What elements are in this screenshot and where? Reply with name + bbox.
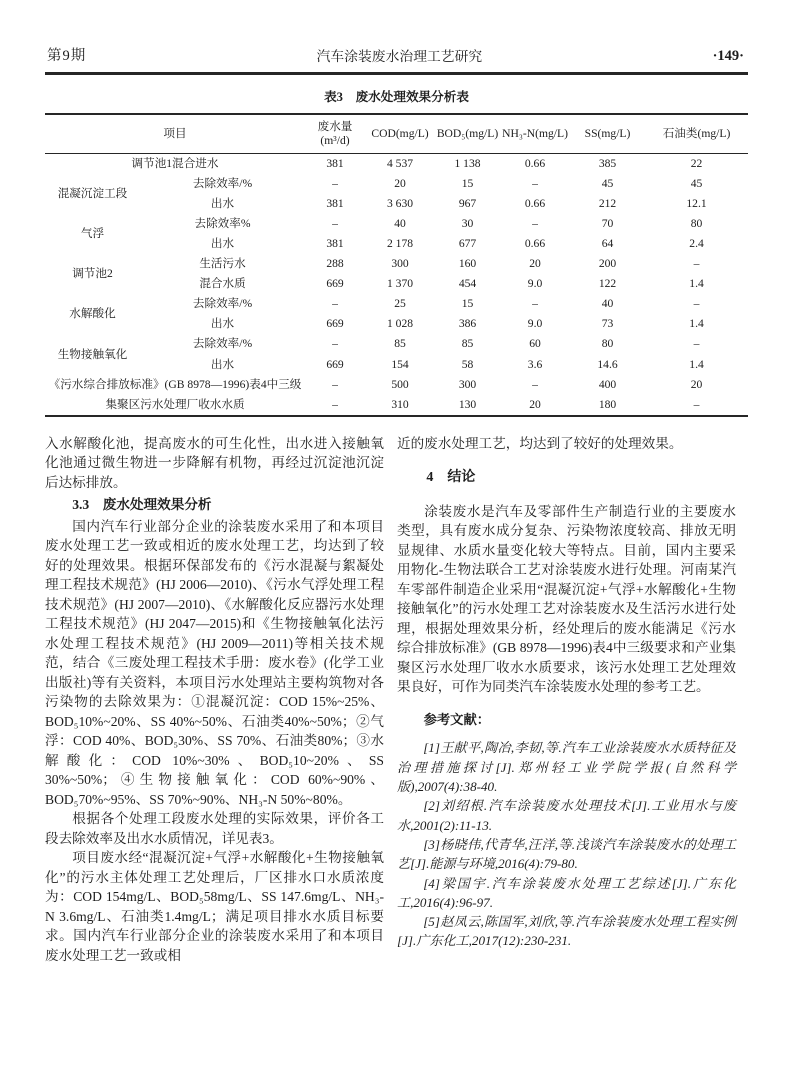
table-row xyxy=(45,295,748,315)
paragraph: 根据各个处理工段废水处理的实际效果，评价各工段去除效率及出水水质情况，详见表3。 xyxy=(45,811,384,846)
table-body xyxy=(45,153,748,416)
table-cell: 1 370 xyxy=(386,277,414,291)
table-cell: 400 xyxy=(598,377,617,391)
table-cell: 212 xyxy=(598,196,617,210)
table-row xyxy=(45,375,748,395)
table-cell: 水解酸化 xyxy=(69,307,116,321)
table-row xyxy=(45,153,748,174)
table-cell: 288 xyxy=(326,257,344,271)
table-cell: 385 xyxy=(598,156,617,170)
table-cell: 64 xyxy=(601,237,614,251)
table-row xyxy=(45,214,748,234)
reference-item: [2]刘绍根.汽车涂装废水处理技术[J].工业用水与废水,2001(2):11-13. xyxy=(397,798,736,833)
table-header-cell: 项目 xyxy=(163,126,187,140)
table-cell: 677 xyxy=(458,237,477,251)
table-cell: 1.4 xyxy=(689,317,704,331)
table-cell: – xyxy=(332,377,338,391)
paragraph-continuation: 近的废水处理工艺，均达到了较好的处理效果。 xyxy=(397,435,683,451)
table-header-row xyxy=(45,114,748,153)
table-cell: 去除效率/% xyxy=(192,297,253,311)
table-cell: 气浮 xyxy=(80,227,105,241)
table-cell: 22 xyxy=(690,156,703,170)
table-cell: 45 xyxy=(690,176,703,190)
reference-item: [5]赵凤云,陈国军,刘欣,等.汽车涂装废水处理工程实例[J].广东化工,2017(12):230-231. xyxy=(397,914,736,949)
table-header-cell: 废水量(m³/d) xyxy=(317,119,353,147)
table-cell: 381 xyxy=(326,156,344,170)
table-cell: 160 xyxy=(458,257,477,271)
table-cell: 1 138 xyxy=(454,156,481,170)
running-title: 汽车涂装废水治理工艺研究 xyxy=(316,49,483,64)
table-cell: 《污水综合排放标准》(GB 8978—1996)表4中三级 xyxy=(48,377,302,391)
paragraph: 项目废水经“混凝沉淀+气浮+水解酸化+生物接触氧化”的污水主体处理工艺处理后，厂区排水口水质浓度为：COD 154mg/L、BOD₅58mg/L、SS 147.6mg/L、NH₃-N 3.6mg/L、石油类1.4mg/L；满足项目排水水质目标要求。国内汽车行业部分企业的涂装废水采用了和本项目废水处理工艺一致或相 xyxy=(45,850,384,963)
table-cell: 0.66 xyxy=(524,196,546,210)
table-cell: 967 xyxy=(458,196,477,210)
table-cell: 2 178 xyxy=(386,237,414,251)
table-cell: 1.4 xyxy=(689,357,704,371)
table-cell: 20 xyxy=(529,257,541,271)
table-cell: 669 xyxy=(326,277,344,291)
table-cell: 4 537 xyxy=(386,156,414,170)
table-cell: 2.4 xyxy=(689,237,704,251)
table-row xyxy=(45,274,748,294)
table-cell: – xyxy=(693,257,700,271)
table-cell: 300 xyxy=(458,377,477,391)
table-cell: 20 xyxy=(529,397,541,411)
table-cell: 9.0 xyxy=(527,277,543,291)
table-cell: 12.1 xyxy=(686,196,707,210)
table-caption: 表3 废水处理效果分析表 xyxy=(324,90,469,104)
table-cell: 669 xyxy=(326,357,344,371)
table-cell: 85 xyxy=(394,337,406,351)
table-cell: 0.66 xyxy=(524,156,546,170)
table-cell: 15 xyxy=(461,176,474,190)
left-column xyxy=(45,434,384,966)
table-header-cell: COD(mg/L) xyxy=(371,126,429,140)
table-cell: 调节池1混合进水 xyxy=(131,156,219,170)
paragraph: 国内汽车行业部分企业的涂装废水采用了和本项目废水处理工艺一致或相近的废水处理工艺，均达到了较好的处理效果。根据环保部发布的《污水混凝与絮凝处理工程技术规范》(HJ 2006—2010)、《污水气浮处理工程技术规范》(HJ 2007—2010)、《水解酸化反应器污水处理工程技术规范》(HJ 2047—2015)和《生物接触氧化法污水处理工程技术规范》(HJ 2009—2011)等相关技术规范，结合《三废处理工程技术手册：废水卷》(化学工业出版社)等有关资料，本项目污水处理站主要构筑物对各污染物的去除效果为：①混凝沉淀：COD 15%~25%、BOD₅10%~20%、SS 40%~50%、石油类40%~50%；②气浮：COD 40%、BOD₅30%、SS 70%、石油类80%；③水解酸化：COD 10%~30%、BOD₅10~20%、SS 30%~50%；④生物接触氧化：COD 60%~90%、BOD₅70%~95%、SS 70%~90%、NH₃-N 50%~80%。 xyxy=(45,518,384,807)
references-heading: 参考文献： xyxy=(423,711,491,727)
table-cell: 300 xyxy=(391,257,409,271)
table-cell: 80 xyxy=(690,217,703,230)
table-cell: 去除效率/% xyxy=(192,176,253,190)
table-cell: 20 xyxy=(394,176,406,190)
table-cell: 出水 xyxy=(210,237,235,251)
table-cell: 40 xyxy=(394,217,406,230)
reference-item: [1]王献平,陶冶,李韧,等.汽车工业涂装废水水质特征及治理措施探讨[J].郑州轻工业学院学报(自然科学版),2007(4):38-40. xyxy=(397,740,736,795)
table-cell: 25 xyxy=(394,297,406,311)
table-row xyxy=(45,395,748,416)
table-cell: – xyxy=(693,337,700,351)
table-cell: 73 xyxy=(601,317,614,331)
table-cell: – xyxy=(332,337,338,351)
table-header-cell: NH₃-N(mg/L) xyxy=(502,126,568,140)
table-cell: 381 xyxy=(326,237,344,251)
table-cell: 去除效率/% xyxy=(192,337,253,351)
table-cell: 集聚区污水处理厂收水水质 xyxy=(105,397,245,411)
reference-list xyxy=(397,738,736,950)
table-cell: 30 xyxy=(461,217,474,230)
table-cell: 122 xyxy=(598,277,617,291)
table-cell: 60 xyxy=(529,337,541,351)
table-cell: 20 xyxy=(690,377,703,391)
table-cell: 混合水质 xyxy=(199,277,246,291)
table-header-cell: SS(mg/L) xyxy=(584,126,631,140)
table-cell: – xyxy=(332,297,338,311)
table-row xyxy=(45,254,748,274)
table-cell: 去除效率% xyxy=(194,217,251,230)
section-heading-3-3: 3.3 废水处理效果分析 xyxy=(72,497,212,513)
table-cell: 45 xyxy=(601,176,614,190)
table-row xyxy=(45,315,748,335)
table-header-cell: BOD₅(mg/L) xyxy=(436,126,499,140)
table-cell: – xyxy=(332,176,338,190)
table-cell: – xyxy=(332,217,338,230)
table-cell: 500 xyxy=(391,377,409,391)
issue-label: 第9期 xyxy=(47,48,87,64)
table-cell: 310 xyxy=(391,397,409,411)
table-header-cell: 石油类(mg/L) xyxy=(662,126,731,140)
paragraph: 涂装废水是汽车及零部件生产制造行业的主要废水类型，具有废水成分复杂、污染物浓度较高、排放无明显规律、水质水量变化较大等特点。目前，国内主要采用物化-生物法联合工艺对涂装废水进行处理。河南某汽车零部件制造企业采用“混凝沉淀+气浮+水解酸化+生物接触氧化”的污水处理工艺对涂装废水及生活污水进行处理，根据处理效果分析，经处理后的废水能满足《污水综合排放标准》(GB 8978—1996)表4中三级要求和产业集聚区污水处理厂收水水质要求，该污水处理工艺处理效果良好，可作为同类汽车涂装废水处理的参考工艺。 xyxy=(397,503,736,695)
table-cell: 生物接触氧化 xyxy=(57,347,128,361)
table-cell: 180 xyxy=(598,397,617,411)
table-cell: 15 xyxy=(461,297,474,311)
body-columns xyxy=(45,434,748,966)
table-cell: 3.6 xyxy=(527,357,543,371)
table-cell: 1 028 xyxy=(386,317,414,331)
table-cell: 1.4 xyxy=(689,277,704,291)
table-cell: 454 xyxy=(458,277,477,291)
table-cell: 出水 xyxy=(210,196,235,210)
table-cell: 0.66 xyxy=(524,237,546,251)
page-number: ·149· xyxy=(712,48,744,64)
table-cell: 381 xyxy=(326,196,344,210)
reference-item: [4]梁国宇.汽车涂装废水处理工艺综述[J].广东化工,2016(4):96-97. xyxy=(397,875,736,910)
table-cell: – xyxy=(532,377,538,391)
table-cell: – xyxy=(532,176,538,190)
reference-item: [3]杨晓伟,代青华,汪洋,等.浅谈汽车涂装废水的处理工艺[J].能源与环境,2016(4):79-80. xyxy=(397,836,736,872)
paragraph-continuation: 入水解酸化池，提高废水的可生化性，出水进入接触氧化池通过微生物进一步降解有机物，再经过沉淀池沉淀后达标排放。 xyxy=(45,435,384,490)
table-cell: 混凝沉淀工段 xyxy=(57,186,128,200)
table-cell: 58 xyxy=(461,357,474,371)
table-head xyxy=(45,114,748,153)
table-cell: 调节池2 xyxy=(72,267,113,281)
table-cell: 669 xyxy=(326,317,344,331)
table-cell: 80 xyxy=(601,337,614,351)
table-cell: – xyxy=(532,217,538,230)
table-cell: 130 xyxy=(458,397,477,411)
right-column xyxy=(397,434,736,966)
table-cell: – xyxy=(693,397,700,411)
table-cell: 85 xyxy=(461,337,474,351)
table-cell: 14.6 xyxy=(597,357,618,371)
table-row xyxy=(45,234,748,254)
table-cell: 200 xyxy=(598,257,617,271)
table-cell: 9.0 xyxy=(527,317,543,331)
table-cell: – xyxy=(332,397,338,411)
table-cell: 40 xyxy=(601,297,614,311)
page-header xyxy=(45,44,748,75)
table-row xyxy=(45,335,748,355)
table-cell: 154 xyxy=(391,357,409,371)
table-row xyxy=(45,355,748,375)
table-cell: 70 xyxy=(601,217,614,230)
table-cell: 出水 xyxy=(210,357,235,371)
table-cell: 386 xyxy=(458,317,477,331)
table-cell: – xyxy=(693,297,700,311)
table-cell: 3 630 xyxy=(386,196,414,210)
table-row xyxy=(45,174,748,194)
table-cell: 生活污水 xyxy=(199,257,246,271)
table-cell: 出水 xyxy=(210,317,235,331)
table-row xyxy=(45,194,748,214)
table-cell: – xyxy=(532,297,538,311)
section-heading-4: 4 结论 xyxy=(426,470,476,486)
treatment-effect-table xyxy=(45,113,748,417)
